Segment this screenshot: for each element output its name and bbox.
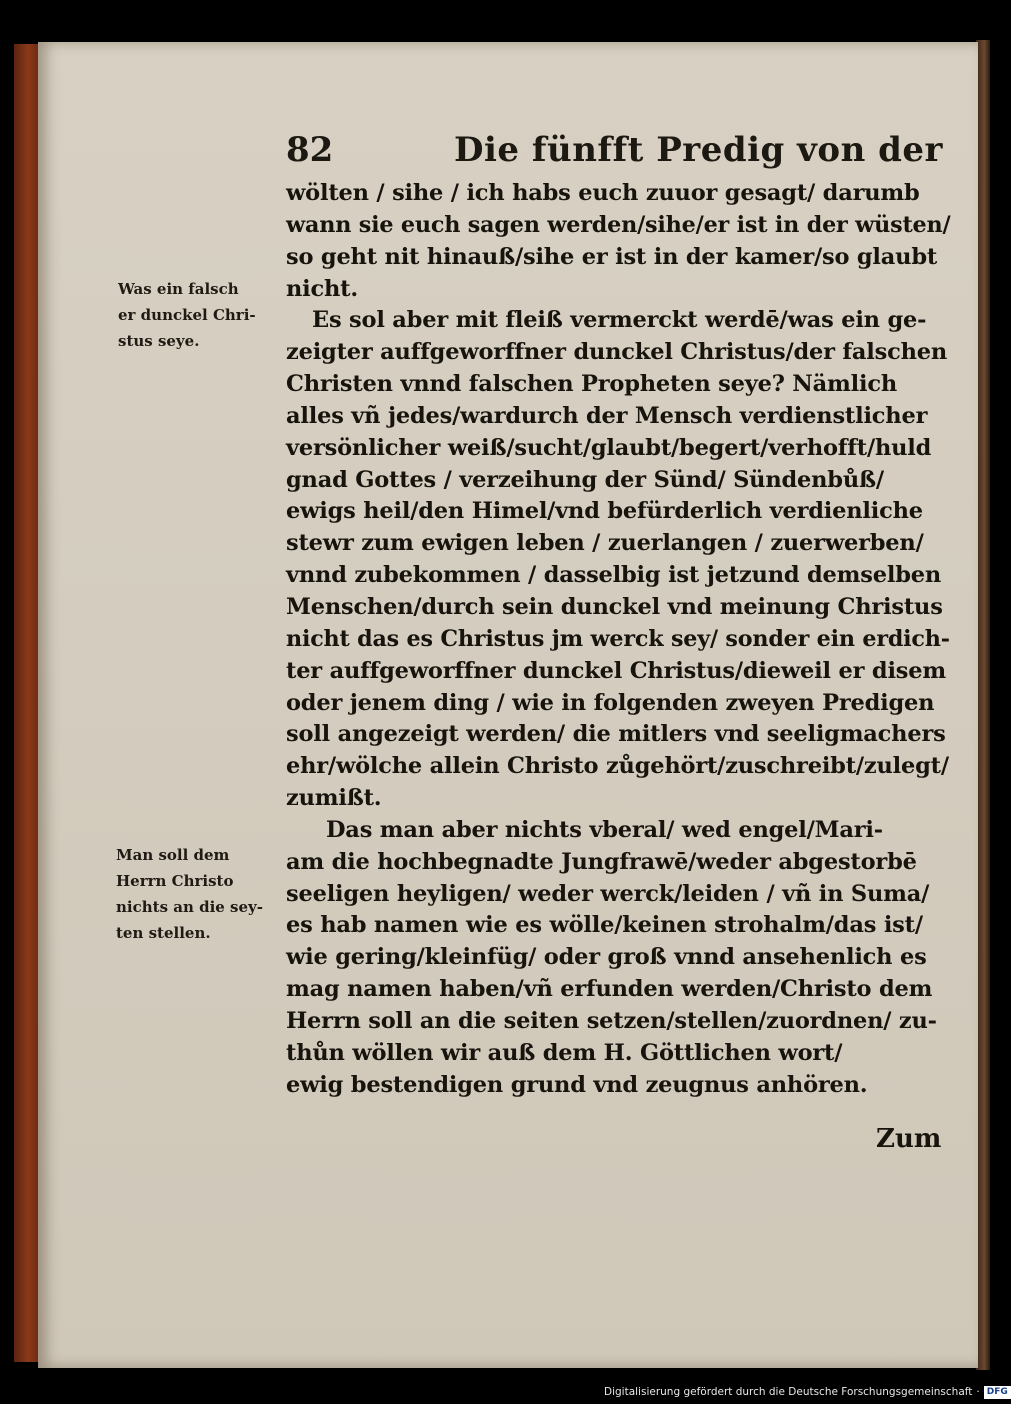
marginal-note-line: nichts an die sey- <box>116 898 263 916</box>
page-number: 82 <box>286 130 334 170</box>
text-line: wie gering/kleinfüg/ oder groß vnnd ansehenlich es <box>286 944 927 971</box>
text-line: zumißt. <box>286 785 382 812</box>
marginal-note-line: Man soll dem <box>116 846 230 864</box>
text-line: Menschen/durch sein dunckel vnd meinung Christus <box>286 593 943 620</box>
catchword: Zum <box>876 1124 942 1154</box>
text-line: vnnd zubekommen / dasselbig ist jetzund demselben <box>286 562 942 589</box>
text-line: versönlicher weiß/sucht/glaubt/begert/verhofft/huld <box>286 434 932 461</box>
footer-separator: · <box>976 1386 980 1398</box>
text-line: wann sie euch sagen werden/sihe/er ist in der wüsten/ <box>286 211 951 238</box>
marginal-note-2 <box>116 842 263 946</box>
text-line: ewig bestendigen grund vnd zeugnus anhören. <box>286 1071 868 1098</box>
text-line: es hab namen wie es wölle/keinen strohalm/das ist/ <box>286 912 923 939</box>
text-line: Christen vnnd falschen Propheten seye? Nämlich <box>286 371 898 398</box>
text-line: nicht das es Christus jm werck sey/ sonder ein erdich- <box>286 625 950 652</box>
marginal-note-line: Was ein falsch <box>118 280 239 298</box>
text-line: nicht. <box>286 275 358 302</box>
page-header <box>286 130 943 178</box>
text-line: wölten / sihe / ich habs euch zuuor gesagt/ darumb <box>286 180 920 206</box>
marginal-note-line: stus seye. <box>118 332 200 350</box>
marginal-note-line: ten stellen. <box>116 924 211 942</box>
text-line: am die hochbegnadte Jungfrawē/weder abgestorbē <box>286 848 917 875</box>
text-line: ewigs heil/den Himel/vnd befürderlich verdienliche <box>286 498 923 525</box>
text-line: gnad Gottes / verzeihung der Sünd/ Sündenbůß/ <box>286 466 884 493</box>
text-line: ehr/wölche allein Christo zůgehört/zuschreibt/zulegt/ <box>286 753 949 780</box>
text-line: oder jenem ding / wie in folgenden zweyen Predigen <box>286 689 935 716</box>
marginal-note-line: Herrn Christo <box>116 872 234 890</box>
text-line: ter auffgeworffner dunckel Christus/dieweil er disem <box>286 657 946 684</box>
body-text <box>286 178 950 1101</box>
marginal-note-line: er dunckel Chri- <box>118 306 256 324</box>
text-line: seeligen heyligen/ weder werck/leiden / vñ in Suma/ <box>286 880 930 907</box>
text-line: zeigter auffgeworffner dunckel Christus/der falschen <box>286 339 948 366</box>
text-line: so geht nit hinauß/sihe er ist in der kamer/so glaubt <box>286 243 938 270</box>
text-line: stewr zum ewigen leben / zuerlangen / zuerwerben/ <box>286 530 924 557</box>
book-edge-right <box>976 40 990 1370</box>
text-line: Herrn soll an die seiten setzen/stellen/zuordnen/ zu- <box>286 1007 937 1034</box>
text-line: thůn wöllen wir auß dem H. Göttlichen wort/ <box>286 1039 843 1066</box>
text-line: soll angezeigt werden/ die mitlers vnd seeligmachers <box>286 721 946 748</box>
book-edge-left <box>14 44 40 1362</box>
footer-credit-text: Digitalisierung gefördert durch die Deutsche Forschungsgemeinschaft <box>604 1386 973 1398</box>
marginal-note-1 <box>118 276 256 354</box>
running-title: Die fünfft Predig von der <box>454 130 943 170</box>
text-line: mag namen haben/vñ erfunden werden/Christo dem <box>286 976 933 1003</box>
text-line: alles vñ jedes/wardurch der Mensch verdienstlicher <box>286 402 928 429</box>
digitization-footer <box>604 1384 1011 1400</box>
text-line: Das man aber nichts vberal/ wed engel/Mari- <box>326 816 883 843</box>
text-line: Es sol aber mit fleiß vermerckt werdē/was ein ge- <box>312 307 927 334</box>
dfg-logo: DFG <box>984 1386 1011 1399</box>
